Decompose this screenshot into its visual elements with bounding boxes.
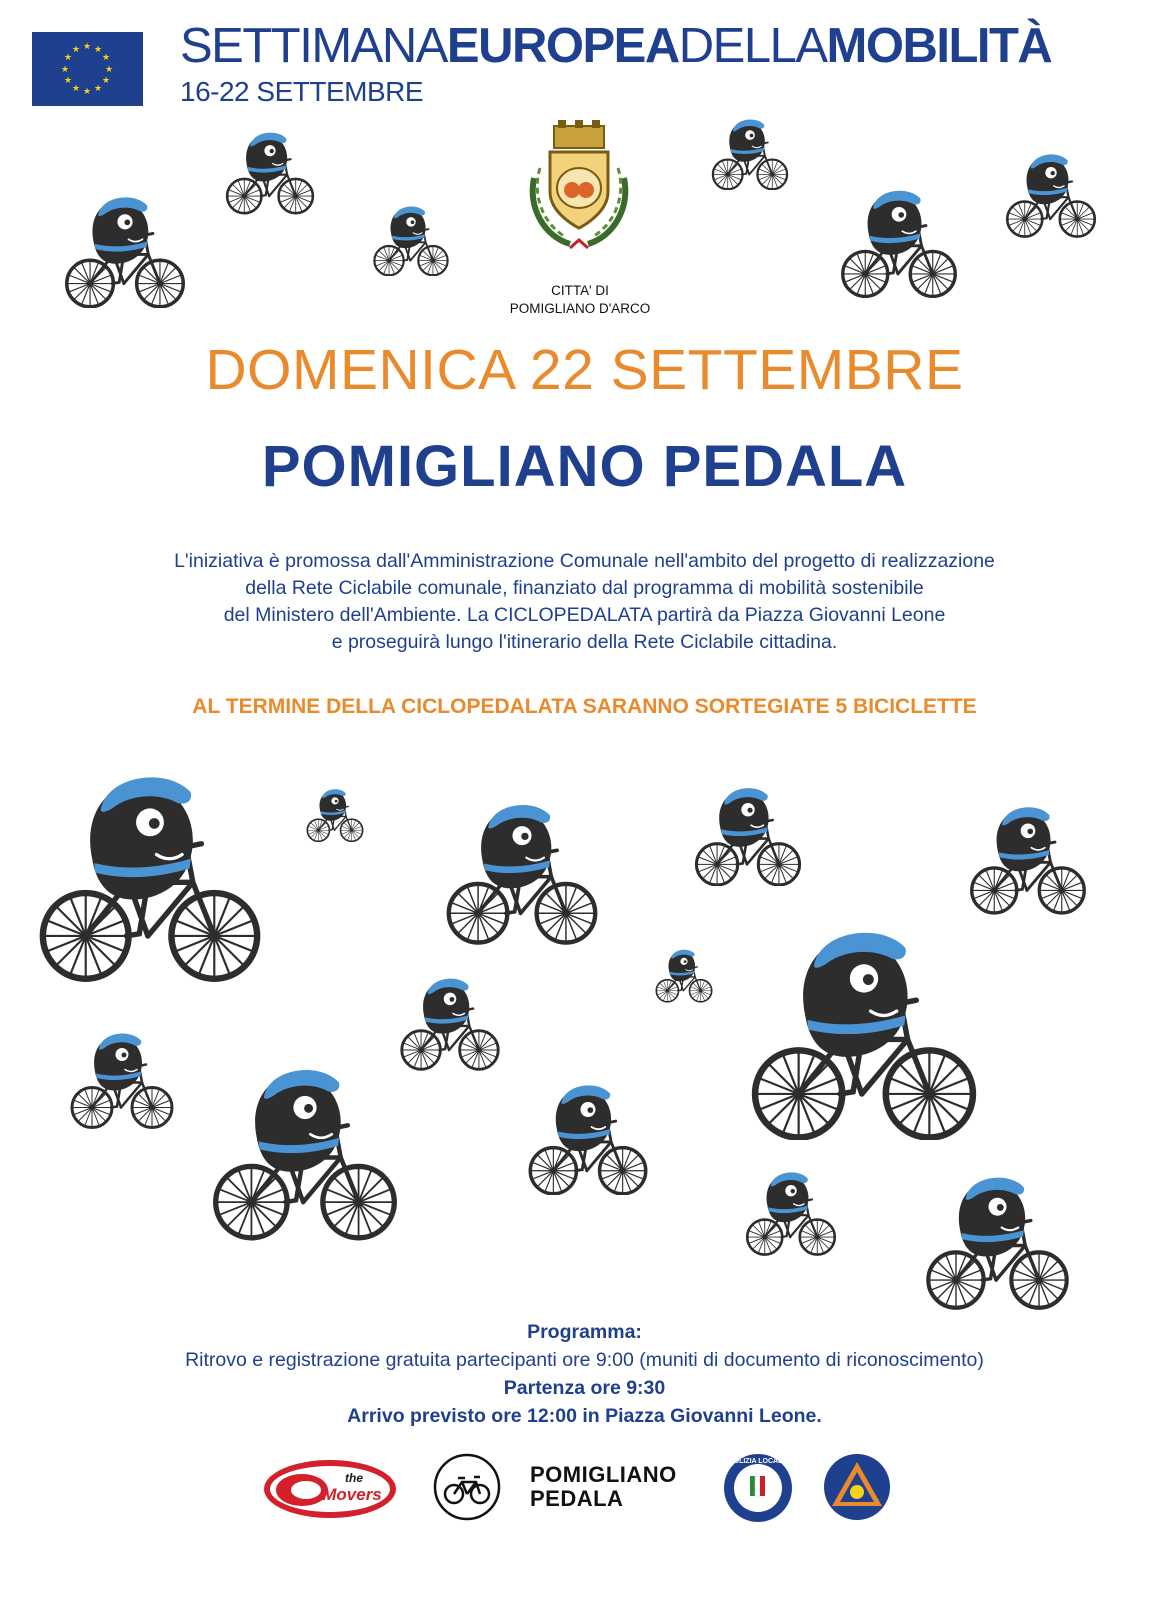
city-label [470, 282, 690, 318]
police-badge-label: POLIZIA LOCALE [728, 1458, 788, 1465]
header-dates: 16-22 SETTEMBRE [180, 76, 424, 107]
svg-text:★: ★ [82, 87, 92, 97]
movers-logo-the: the [345, 1471, 363, 1485]
svg-text:★: ★ [60, 65, 70, 75]
svg-text:★: ★ [82, 42, 92, 52]
svg-text:★: ★ [101, 76, 111, 86]
protezione-civile-icon [822, 1452, 892, 1522]
cyclist-illustration [658, 786, 838, 886]
cyclist-illustration [440, 800, 604, 946]
logo-text-line2: PEDALA [530, 1486, 624, 1511]
event-date-heading: DOMENICA 22 SETTEMBRE [205, 338, 964, 402]
svg-text:★: ★ [93, 45, 103, 55]
svg-text:★: ★ [93, 84, 103, 94]
cyclist-illustration [66, 1030, 178, 1130]
event-title: POMIGLIANO PEDALA [261, 434, 908, 499]
movers-logo-name: Movers [322, 1485, 382, 1504]
pomigliano-pedala-logo [530, 1463, 677, 1511]
description-line: L'iniziativa è promossa dall'Amministrazione Comunale nell'ambito del progetto di realizzazione [174, 550, 995, 572]
cyclist-illustration [30, 772, 270, 982]
cyclist-illustration [690, 118, 810, 190]
svg-text:★: ★ [63, 76, 73, 86]
svg-text:★: ★ [71, 84, 81, 94]
cyclist-illustration [222, 130, 318, 215]
program-line-registration: Ritrovo e registrazione gratuita partecipanti ore 9:00 (muniti di documento di riconoscimento) [185, 1349, 984, 1371]
svg-text:★: ★ [101, 53, 111, 63]
prize-announcement: AL TERMINE DELLA CICLOPEDALATA SARANNO SORTEGIATE 5 BICICLETTE [192, 695, 977, 718]
program-line-arrival: Arrivo previsto ore 12:00 in Piazza Giovanni Leone. [347, 1405, 822, 1427]
city-label-line2: POMIGLIANO D'ARCO [509, 301, 651, 316]
cyclist-illustration [496, 1083, 680, 1195]
cyclist-illustration [836, 188, 962, 298]
svg-text:★: ★ [104, 65, 114, 75]
cyclist-illustration [920, 1172, 1075, 1312]
title-mobilita: MOBILITÀ [826, 19, 1052, 73]
cyclist-illustration [742, 1170, 840, 1256]
cyclist-illustration [965, 802, 1091, 917]
cyclist-illustration [742, 928, 986, 1140]
title-settimana: SETTIMANA [180, 19, 447, 73]
eu-flag [32, 32, 143, 106]
title-europea: EUROPEA [446, 19, 679, 73]
polizia-locale-badge-icon [722, 1452, 794, 1524]
program-section [0, 1318, 1169, 1430]
title-della: DELLA [678, 19, 827, 73]
description-line: della Rete Ciclabile comunale, finanziato dal programma di mobilità sostenibile [245, 577, 924, 599]
cyclist-illustration [205, 1062, 405, 1244]
the-movers-logo [262, 1458, 398, 1520]
bicycle-circle-icon [432, 1452, 502, 1522]
cyclist-illustration [370, 205, 452, 276]
logo-text-line1: POMIGLIANO [530, 1462, 677, 1487]
city-label-line1: CITTA' DI [551, 283, 609, 298]
svg-text:★: ★ [71, 45, 81, 55]
cyclist-illustration [653, 948, 715, 1003]
event-description [40, 548, 1129, 656]
cyclist-illustration [55, 195, 195, 308]
program-heading: Programma: [527, 1321, 642, 1343]
cyclist-illustration [1002, 152, 1100, 238]
program-line-departure: Partenza ore 9:30 [503, 1377, 666, 1399]
svg-text:★: ★ [63, 53, 73, 63]
description-line: del Ministero dell'Ambiente. La CICLOPEDALATA partirà da Piazza Giovanni Leone [223, 604, 946, 626]
city-crest-icon [520, 118, 638, 258]
description-line: e proseguirà lungo l'itinerario della Rete Ciclabile cittadina. [331, 631, 838, 653]
header-title [180, 19, 1052, 73]
cyclist-illustration [396, 975, 504, 1072]
cyclist-illustration [304, 788, 366, 842]
